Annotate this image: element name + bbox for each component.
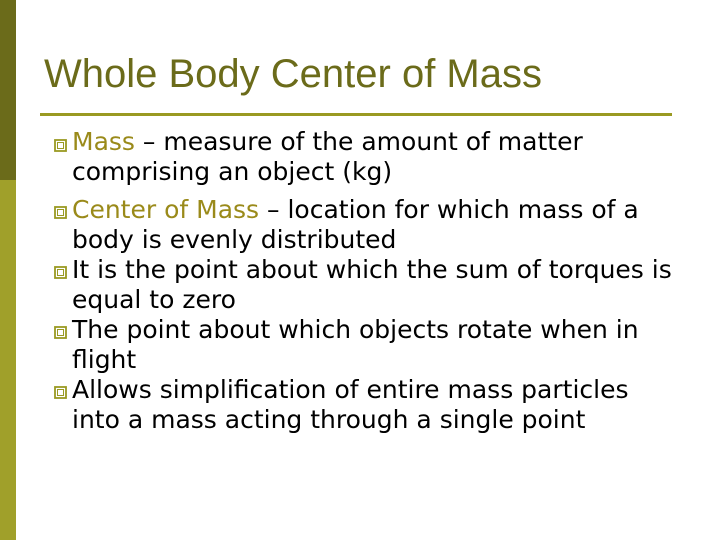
bullet-icon [54,206,67,219]
bullet-text: It is the point about which the sum of torques is equal to zero [72,255,672,314]
bullet-text [72,127,682,187]
bullet-icon [54,139,67,152]
bullet-text: The point about which objects rotate when in flight [72,315,639,374]
bullet-icon [54,266,67,279]
bullet-text [72,195,682,255]
side-bar-dark [0,0,16,180]
title-divider [40,113,672,116]
bullet-body: – location for which mass of a body is evenly distributed [72,195,639,254]
bullet-term: Mass [72,127,135,156]
bullet-icon [54,326,67,339]
bullet-body: – measure of the amount of matter comprising an object (kg) [72,127,583,186]
bullet-term: Center of Mass [72,195,260,224]
side-bar-light [0,180,16,540]
bullet-icon [54,386,67,399]
slide-title: Whole Body Center of Mass [44,52,542,96]
bullet-text: Allows simplification of entire mass particles into a mass acting through a single point [72,375,629,434]
